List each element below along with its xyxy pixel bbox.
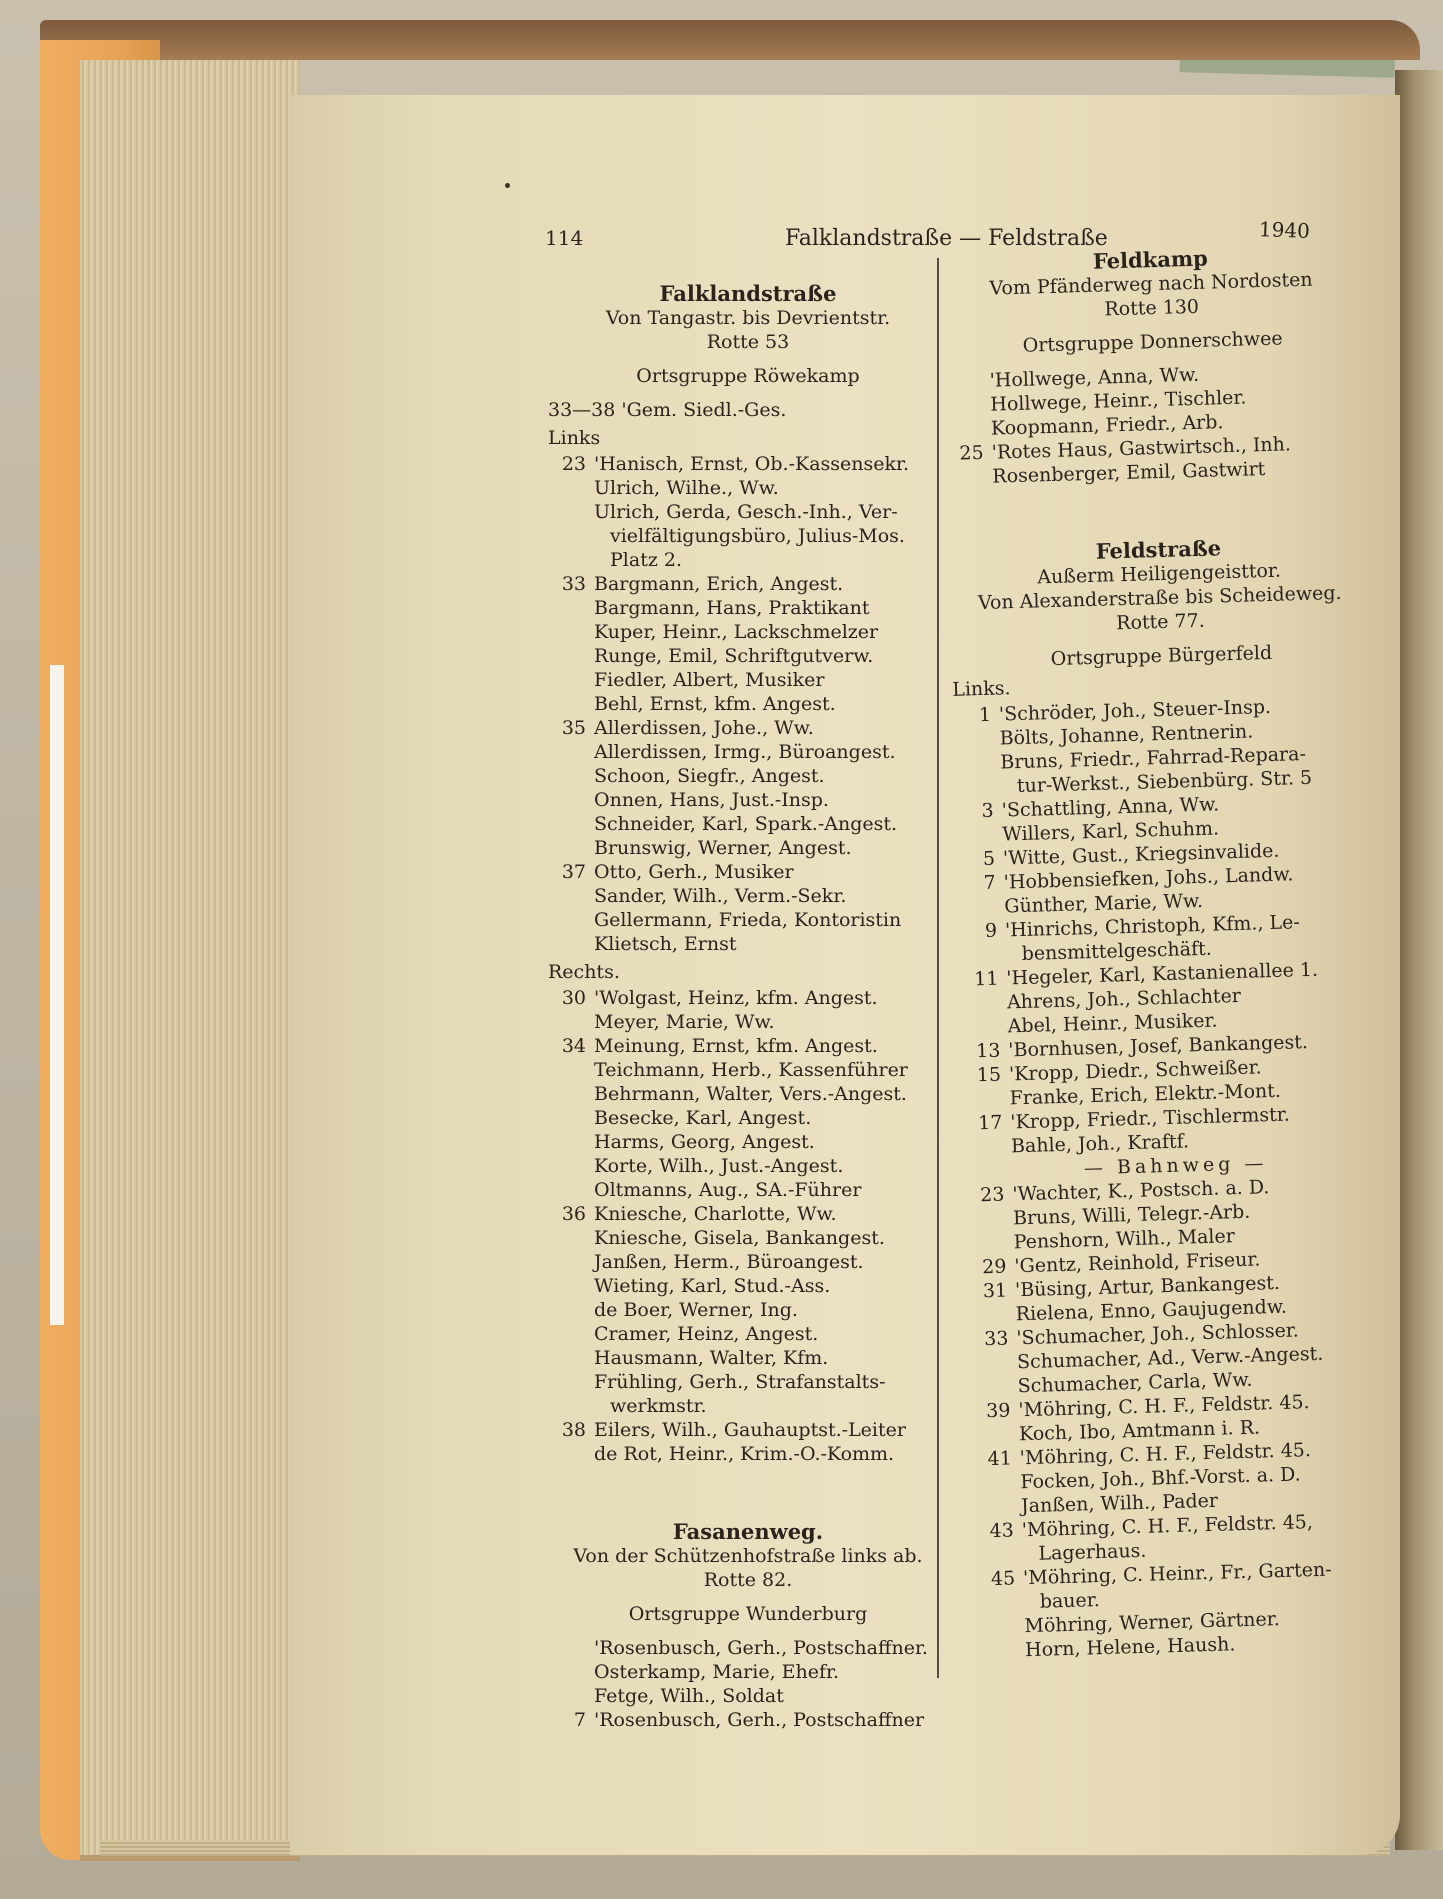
resident: Allerdissen, Johe., Ww. — [594, 717, 814, 739]
resident: Meinung, Ernst, kfm. Angest. — [594, 1035, 878, 1057]
resident: Behl, Ernst, kfm. Angest. — [594, 693, 836, 715]
house-number: 37 — [561, 861, 586, 883]
resident: Hausmann, Walter, Kfm. — [594, 1347, 829, 1369]
entry — [548, 716, 948, 740]
resident: bensmittelgeschäft. — [1021, 937, 1213, 965]
resident: bauer. — [1039, 1589, 1101, 1613]
street-title: Feldstraße — [1095, 535, 1222, 564]
resident: Allerdissen, Irmg., Büroangest. — [594, 741, 896, 763]
rotte: Rotte 53 — [706, 331, 790, 353]
resident: 'Witte, Gust., Kriegsinvalide. — [1002, 839, 1280, 870]
resident: Bargmann, Erich, Angest. — [594, 573, 844, 595]
resident: Runge, Emil, Schriftgutverw. — [594, 645, 874, 667]
resident: 'Kropp, Diedr., Schweißer. — [1008, 1056, 1262, 1086]
rotte: Rotte 77. — [1115, 609, 1206, 635]
resident: de Boer, Werner, Ing. — [594, 1299, 798, 1321]
resident: 'Schattling, Anna, Ww. — [1001, 793, 1220, 822]
entry — [548, 860, 948, 884]
house-number: 13 — [975, 1039, 1001, 1063]
resident: Ulrich, Gerda, Gesch.-Inh., Ver- — [594, 501, 898, 523]
resident: 'Hinrichs, Christoph, Kfm., Le- — [1004, 911, 1301, 942]
resident: werkmstr. — [610, 1395, 707, 1417]
house-number: 17 — [977, 1111, 1003, 1135]
resident: Gellermann, Frieda, Kontoristin — [594, 909, 902, 931]
resident: 'Rosenbusch, Gerh., Postschaffner — [594, 1709, 925, 1731]
resident: Bruns, Willi, Telegr.-Arb. — [1012, 1200, 1251, 1230]
resident: 'Büsing, Artur, Bankangest. — [1014, 1271, 1281, 1302]
year: 1940 — [1258, 217, 1311, 243]
resident: 'Möhring, C. H. F., Feldstr. 45. — [1019, 1439, 1312, 1470]
resident: de Rot, Heinr., Krim.-O.-Komm. — [594, 1443, 895, 1465]
resident: Bahle, Joh., Kraftf. — [1010, 1130, 1190, 1158]
resident: Kniesche, Gisela, Bankangest. — [594, 1227, 885, 1249]
street-desc: Von Alexanderstraße bis Scheideweg. — [977, 581, 1342, 615]
house-number: 15 — [976, 1063, 1002, 1087]
street-desc: Außerm Heiligengeisttor. — [1037, 559, 1282, 589]
resident: 'Hobbensiefken, Johs., Landw. — [1003, 863, 1294, 894]
house-number: 29 — [981, 1255, 1007, 1279]
resident: Ulrich, Wilhe., Ww. — [594, 477, 779, 499]
resident: Harms, Georg, Angest. — [594, 1131, 815, 1153]
resident: Lagerhaus. — [1038, 1539, 1147, 1565]
resident: Schumacher, Carla, Ww. — [1017, 1368, 1253, 1398]
ink-dot — [505, 183, 510, 188]
house-number: 34 — [561, 1035, 586, 1057]
ortsgruppe: Ortsgruppe Bürgerfeld — [1050, 641, 1273, 671]
street-title: Feldkamp — [1092, 245, 1209, 274]
facing-page — [1395, 70, 1443, 1850]
resident: Teichmann, Herb., Kassenführer — [594, 1059, 908, 1081]
street-title: Falklandstraße — [659, 281, 837, 306]
resident: 'Wachter, K., Postsch. a. D. — [1012, 1176, 1270, 1206]
resident: Schumacher, Ad., Verw.-Angest. — [1016, 1342, 1324, 1374]
resident: Kuper, Heinr., Lackschmelzer — [594, 621, 879, 643]
house-number: 31 — [982, 1279, 1008, 1303]
entry — [548, 1418, 948, 1442]
house-number: 1 — [978, 703, 992, 727]
house-number: 9 — [984, 919, 998, 943]
resident: Schneider, Karl, Spark.-Angest. — [594, 813, 898, 835]
resident: 'Möhring, C. H. F., Feldstr. 45, — [1021, 1511, 1314, 1542]
rotte: Rotte 82. — [703, 1569, 793, 1591]
right-column — [940, 238, 1399, 1663]
resident: 'Möhring, C. H. F., Feldstr. 45. — [1018, 1391, 1310, 1422]
resident: 'Schumacher, Joh., Schlosser. — [1016, 1319, 1300, 1350]
house-number: 11 — [973, 967, 999, 991]
resident: 'Rosenbusch, Gerh., Postschaffner. — [594, 1637, 928, 1659]
resident: Fiedler, Albert, Musiker — [594, 669, 825, 691]
house-number: 3 — [981, 799, 994, 823]
entry: 33—38 'Gem. Siedl.-Ges. — [548, 399, 787, 421]
resident: 'Schröder, Joh., Steuer-Insp. — [998, 695, 1272, 726]
house-number: 41 — [987, 1447, 1013, 1471]
resident: Ahrens, Joh., Schlachter — [1006, 984, 1242, 1014]
left-column — [548, 278, 948, 1732]
resident: Franke, Erich, Elektr.-Mont. — [1009, 1079, 1282, 1110]
entry — [548, 1034, 948, 1058]
resident: Wieting, Karl, Stud.-Ass. — [594, 1275, 831, 1297]
page-edges — [80, 60, 300, 1861]
resident: Günther, Marie, Ww. — [1004, 889, 1204, 918]
resident: Eilers, Wilh., Gauhauptst.-Leiter — [594, 1419, 906, 1441]
resident: Horn, Helene, Haush. — [1024, 1633, 1236, 1662]
ortsgruppe: Ortsgruppe Röwekamp — [636, 365, 860, 387]
house-number: 39 — [985, 1399, 1011, 1423]
resident: Bölts, Johanne, Rentnerin. — [999, 720, 1254, 750]
side-label: Links. — [951, 677, 1011, 701]
street-desc: Von Tangastr. bis Devrientstr. — [605, 307, 891, 329]
resident: Platz 2. — [610, 549, 683, 571]
page-number: 114 — [545, 226, 584, 250]
resident: Behrmann, Walter, Vers.-Angest. — [594, 1083, 907, 1105]
house-number: 7 — [573, 1709, 586, 1731]
resident: Janßen, Wilh., Pader — [1020, 1489, 1219, 1518]
resident: Penshorn, Wilh., Maler — [1013, 1225, 1236, 1254]
resident: Frühling, Gerh., Strafanstalts- — [594, 1371, 886, 1393]
resident: 'Hanisch, Ernst, Ob.-Kassensekr. — [594, 453, 910, 475]
house-number: 30 — [561, 987, 586, 1009]
side-label: Links — [548, 427, 601, 449]
street-desc: Vom Pfänderweg nach Nordosten — [989, 268, 1313, 300]
resident: Meyer, Marie, Ww. — [594, 1011, 775, 1033]
house-number: 5 — [982, 847, 996, 871]
street-desc: Von der Schützenhofstraße links ab. — [573, 1545, 923, 1567]
entry — [548, 1708, 948, 1732]
resident: Schoon, Siegfr., Angest. — [594, 765, 825, 787]
cross-street: — Bahnweg — — [1083, 1152, 1268, 1180]
ortsgruppe: Ortsgruppe Donnerschwee — [1022, 327, 1283, 357]
entry — [548, 572, 948, 596]
resident: Fetge, Wilh., Soldat — [594, 1685, 784, 1707]
resident: 'Wolgast, Heinz, kfm. Angest. — [594, 987, 878, 1009]
resident: Hollwege, Heinr., Tischler. — [990, 386, 1247, 416]
resident: Korte, Wilh., Just.-Angest. — [594, 1155, 844, 1177]
resident: vielfältigungsbüro, Julius-Mos. — [610, 525, 905, 547]
resident: 'Gentz, Reinhold, Friseur. — [1014, 1248, 1261, 1278]
house-number: 33 — [561, 573, 586, 595]
house-number: 25 — [959, 441, 984, 465]
resident: Koch, Ibo, Amtmann i. R. — [1018, 1416, 1261, 1446]
house-number: 36 — [561, 1203, 586, 1225]
house-number: 45 — [990, 1567, 1016, 1591]
resident: 'Hollwege, Anna, Ww. — [989, 363, 1200, 392]
resident: Besecke, Karl, Angest. — [594, 1107, 812, 1129]
rotte: Rotte 130 — [1104, 295, 1200, 321]
resident: 'Möhring, C. Heinr., Fr., Garten- — [1022, 1558, 1332, 1590]
resident: Sander, Wilh., Verm.-Sekr. — [594, 885, 847, 907]
resident: tur-Werkst., Siebenbürg. Str. 5 — [1016, 766, 1313, 798]
resident: Abel, Heinr., Musiker. — [1007, 1009, 1218, 1038]
resident: 'Kropp, Friedr., Tischlermstr. — [1010, 1103, 1291, 1134]
resident: 'Rotes Haus, Gastwirtsch., Inh. — [991, 433, 1292, 464]
house-number: 23 — [561, 453, 586, 475]
resident: Bruns, Friedr., Fahrrad-Repara- — [1000, 742, 1307, 774]
resident: Rosenberger, Emil, Gastwirt — [992, 458, 1266, 488]
resident: Kniesche, Charlotte, Ww. — [594, 1203, 837, 1225]
resident: Bargmann, Hans, Praktikant — [594, 597, 870, 619]
resident: 'Hegeler, Karl, Kastanienallee 1. — [1006, 958, 1319, 990]
entry — [548, 452, 948, 476]
resident: Willers, Karl, Schuhm. — [1002, 817, 1220, 846]
resident: Cramer, Heinz, Angest. — [594, 1323, 819, 1345]
resident: Osterkamp, Marie, Ehefr. — [594, 1661, 840, 1683]
resident: Koopmann, Friedr., Arb. — [990, 411, 1224, 440]
house-number: 23 — [979, 1183, 1005, 1207]
side-label: Rechts. — [548, 961, 620, 983]
resident: 'Bornhusen, Josef, Bankangest. — [1008, 1031, 1309, 1062]
paper-strip — [50, 665, 64, 1325]
house-number: 35 — [561, 717, 586, 739]
resident: Möhring, Werner, Gärtner. — [1024, 1608, 1281, 1638]
resident: Otto, Gerh., Musiker — [594, 861, 794, 883]
house-number: 7 — [983, 871, 996, 895]
entry — [548, 986, 948, 1010]
running-title: Falklandstraße — Feldstraße — [785, 226, 1108, 251]
resident: Oltmanns, Aug., SA.-Führer — [594, 1179, 862, 1201]
resident: Focken, Joh., Bhf.-Vorst. a. D. — [1020, 1463, 1301, 1494]
resident: Brunswig, Werner, Angest. — [594, 837, 852, 859]
street-title: Fasanenweg. — [672, 1519, 824, 1544]
resident: Janßen, Herm., Büroangest. — [594, 1251, 864, 1273]
resident: Onnen, Hans, Just.-Insp. — [594, 789, 829, 811]
house-number: 33 — [983, 1327, 1009, 1351]
entry — [548, 1202, 948, 1226]
resident: Klietsch, Ernst — [594, 933, 737, 955]
book-cover-top — [40, 20, 1420, 60]
resident: Rielena, Enno, Gaujugendw. — [1015, 1295, 1288, 1326]
house-number: 38 — [561, 1419, 586, 1441]
ortsgruppe: Ortsgruppe Wunderburg — [628, 1603, 868, 1625]
house-number: 43 — [989, 1519, 1015, 1543]
